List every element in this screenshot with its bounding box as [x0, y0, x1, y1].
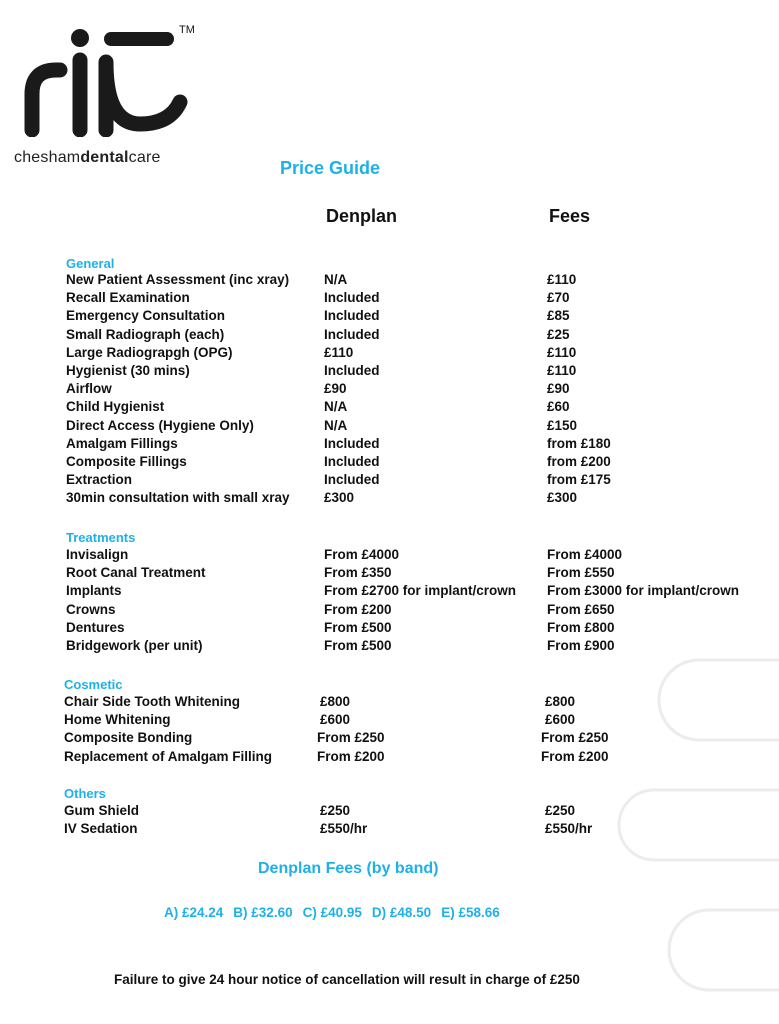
- row-item-name: Direct Access (Hygiene Only): [66, 417, 254, 433]
- logo-tagline: cheshamdentalcare: [14, 149, 161, 166]
- row-fee: £110: [547, 272, 577, 287]
- table-row: [0, 547, 779, 565]
- row-fee: From £4000: [547, 547, 623, 562]
- row-denplan-price: Included: [324, 472, 380, 488]
- row-fee: From £250: [541, 730, 609, 746]
- row-denplan-price: £250: [320, 803, 351, 818]
- table-row: [0, 363, 779, 381]
- denplan-band: D) £48.50: [371, 905, 432, 920]
- row-fee: From £200: [541, 748, 609, 764]
- row-denplan-price: From £200: [317, 748, 385, 764]
- row-item-name: Composite Fillings: [66, 454, 187, 469]
- row-fee: £60: [547, 399, 570, 415]
- page-title: Price Guide: [280, 158, 381, 178]
- row-fee: £800: [545, 694, 576, 709]
- row-item-name: Chair Side Tooth Whitening: [64, 694, 240, 709]
- table-row: [0, 472, 779, 490]
- table-row: [0, 602, 779, 620]
- row-fee: £250: [545, 803, 576, 818]
- row-item-name: Implants: [66, 583, 122, 599]
- row-fee: £150: [547, 417, 578, 433]
- row-item-name: Emergency Consultation: [66, 308, 226, 324]
- row-item-name: Child Hygienist: [66, 399, 165, 415]
- row-item-name: Composite Bonding: [64, 730, 193, 746]
- row-fee: £300: [547, 490, 578, 506]
- table-row: [0, 399, 779, 417]
- row-item-name: Bridgework (per unit): [66, 638, 203, 653]
- table-row: [0, 620, 779, 638]
- row-denplan-price: From £4000: [324, 547, 400, 562]
- row-fee: From £3000 for implant/crown: [547, 583, 740, 599]
- row-denplan-price: From £200: [324, 601, 392, 617]
- row-fee: From £650: [547, 601, 615, 617]
- row-denplan-price: £600: [320, 712, 351, 728]
- table-row: [0, 436, 779, 454]
- cancellation-notice: Failure to give 24 hour notice of cancellation will result in charge of £250: [114, 972, 580, 987]
- table-row: [0, 638, 779, 656]
- table-row: [0, 490, 779, 508]
- row-item-name: Root Canal Treatment: [66, 565, 206, 581]
- row-denplan-price: N/A: [324, 272, 348, 287]
- table-row: [0, 694, 779, 712]
- row-fee: £110: [547, 344, 577, 360]
- table-row: [0, 730, 779, 748]
- table-row: [0, 272, 779, 290]
- row-item-name: Dentures: [66, 619, 125, 635]
- row-fee: From £900: [547, 638, 615, 653]
- row-denplan-price: £800: [320, 694, 351, 709]
- row-denplan-price: Included: [324, 435, 380, 451]
- trademark-symbol: TM: [179, 24, 195, 36]
- row-fee: from £175: [547, 472, 611, 488]
- row-item-name: Crowns: [66, 601, 116, 617]
- row-denplan-price: Included: [324, 454, 380, 469]
- row-item-name: Replacement of Amalgam Filling: [64, 748, 273, 764]
- row-fee: £550/hr: [545, 821, 593, 837]
- row-fee: from £200: [547, 454, 611, 469]
- denplan-band: E) £58.66: [441, 905, 500, 920]
- section-title: General: [66, 256, 115, 271]
- row-denplan-price: From £500: [324, 638, 392, 653]
- denplan-band: B) £32.60: [233, 905, 293, 920]
- section-title: Cosmetic: [64, 677, 123, 692]
- table-row: [0, 454, 779, 472]
- row-denplan-price: Included: [324, 326, 380, 342]
- column-header-fees: Fees: [549, 206, 591, 226]
- row-denplan-price: Included: [324, 290, 380, 306]
- row-item-name: Recall Examination: [66, 290, 190, 306]
- row-denplan-price: From £250: [317, 730, 385, 746]
- row-fee: £70: [547, 290, 570, 306]
- section-title: Others: [64, 786, 106, 801]
- row-item-name: 30min consultation with small xray: [66, 490, 290, 506]
- table-row: [0, 327, 779, 345]
- row-fee: from £180: [547, 435, 611, 451]
- row-item-name: Large Radiograpgh (OPG): [66, 344, 233, 360]
- table-row: [0, 803, 779, 821]
- denplan-bands-title: Denplan Fees (by band): [258, 860, 439, 877]
- denplan-bands: [164, 905, 510, 920]
- row-item-name: Extraction: [66, 472, 133, 488]
- row-denplan-price: Included: [324, 363, 380, 378]
- row-fee: £110: [547, 363, 577, 378]
- table-row: [0, 583, 779, 601]
- row-denplan-price: From £500: [324, 619, 392, 635]
- row-denplan-price: N/A: [324, 399, 348, 415]
- row-item-name: Airflow: [66, 381, 112, 397]
- row-denplan-price: From £2700 for implant/crown: [324, 583, 517, 599]
- row-denplan-price: £90: [324, 381, 347, 397]
- section-title: Treatments: [66, 530, 136, 545]
- row-denplan-price: £300: [324, 490, 355, 506]
- table-row: [0, 821, 779, 839]
- row-item-name: Gum Shield: [64, 803, 140, 818]
- row-item-name: Amalgam Fillings: [66, 435, 178, 451]
- table-row: [0, 345, 779, 363]
- column-header-denplan: Denplan: [326, 206, 398, 226]
- row-denplan-price: N/A: [324, 417, 348, 433]
- table-row: [0, 308, 779, 326]
- table-row: [0, 290, 779, 308]
- row-fee: £90: [547, 381, 570, 397]
- row-denplan-price: £550/hr: [320, 821, 368, 837]
- row-fee: £600: [545, 712, 576, 728]
- row-denplan-price: Included: [324, 308, 380, 324]
- row-fee: £85: [547, 308, 570, 324]
- table-row: [0, 418, 779, 436]
- table-row: [0, 565, 779, 583]
- row-denplan-price: £110: [324, 344, 354, 360]
- row-fee: From £800: [547, 619, 615, 635]
- row-item-name: Home Whitening: [64, 712, 171, 728]
- row-denplan-price: From £350: [324, 565, 392, 581]
- row-item-name: Hygienist (30 mins): [66, 363, 190, 378]
- row-fee: £25: [547, 326, 570, 342]
- denplan-band: A) £24.24: [164, 905, 224, 920]
- logo: [14, 22, 214, 172]
- row-item-name: Small Radiograph (each): [66, 326, 225, 342]
- denplan-band: C) £40.95: [302, 905, 362, 920]
- table-row: [0, 381, 779, 399]
- table-row: [0, 712, 779, 730]
- row-fee: From £550: [547, 565, 615, 581]
- row-item-name: New Patient Assessment (inc xray): [66, 272, 290, 287]
- row-item-name: Invisalign: [66, 547, 129, 562]
- table-row: [0, 749, 779, 767]
- logo-mark: [20, 22, 200, 137]
- row-item-name: IV Sedation: [64, 821, 138, 837]
